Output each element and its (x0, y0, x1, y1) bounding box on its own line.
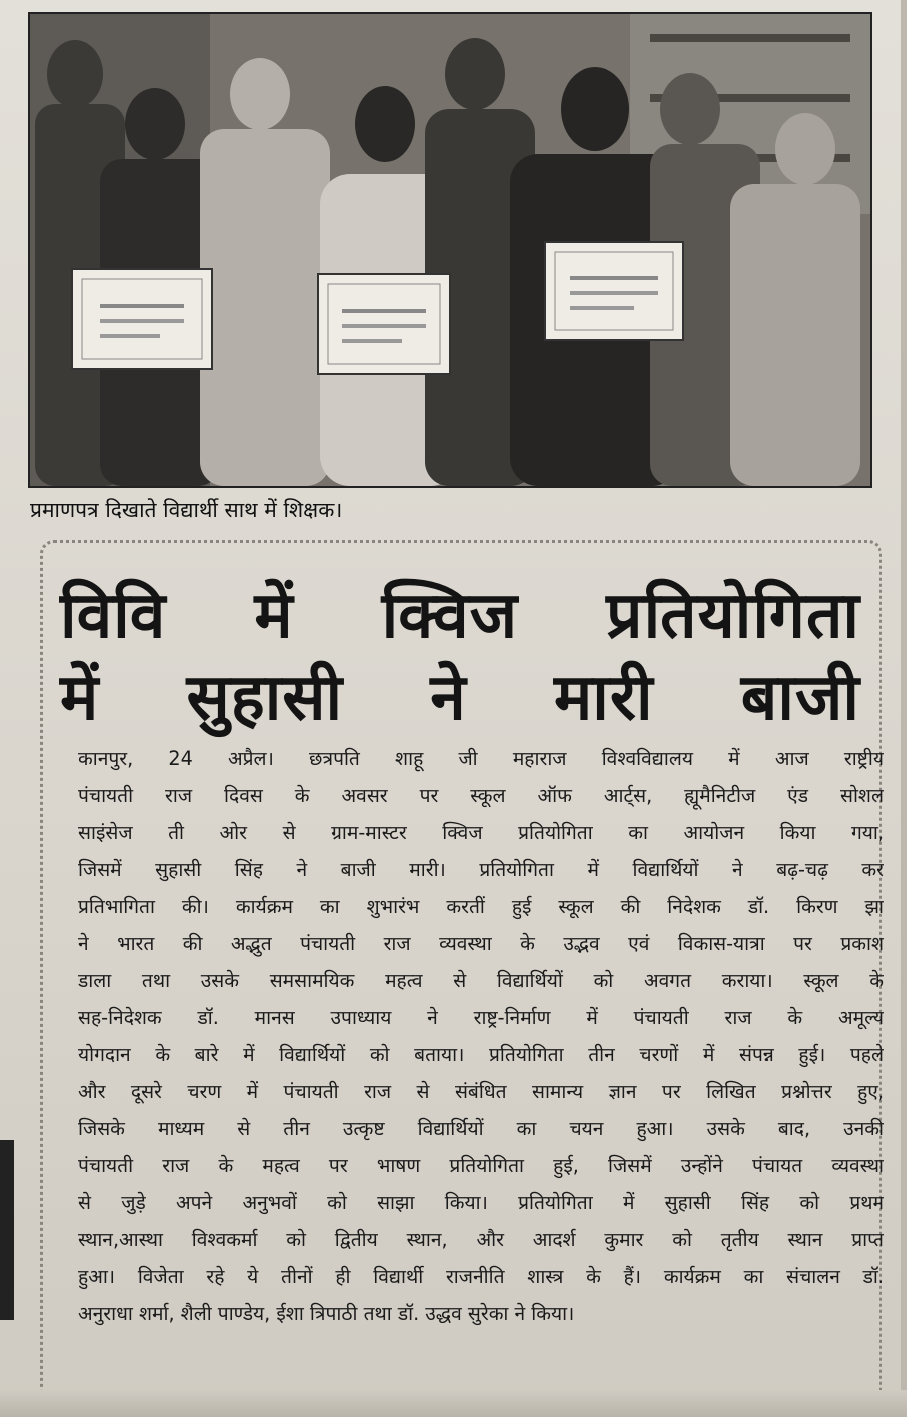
body-line: स्थान,आस्था विश्वकर्मा को द्वितीय स्थान, और आदर्श कुमार को तृतीय स्थान प्राप्त (78, 1228, 884, 1251)
body-line: अनुराधा शर्मा, शैली पाण्डेय, ईशा त्रिपाठी तथा डॉ. उद्धव सुरेका ने किया। (78, 1302, 575, 1325)
body-line: कानपुर, 24 अप्रैल। छत्रपति शाहू जी महाराज विश्वविद्यालय में आज राष्ट्रीय (78, 747, 884, 770)
certificate-icon (72, 269, 212, 369)
news-photo (28, 12, 872, 488)
body-line: सह-निदेशक डॉ. मानस उपाध्याय ने राष्ट्र-निर्माण में पंचायती राज के अमूल्य (78, 1006, 884, 1029)
article-body (78, 740, 884, 1332)
group-photo-icon (30, 14, 870, 486)
body-line: से जुड़े अपने अनुभवों को साझा किया। प्रतियोगिता में सुहासी सिंह को प्रथम (78, 1191, 884, 1214)
adjacent-column-edge (0, 1140, 14, 1320)
body-line: योगदान के बारे में विद्यार्थियों को बताया। प्रतियोगिता तीन चरणों में संपन्न हुई। पहले (78, 1043, 884, 1066)
body-line: पंचायती राज दिवस के अवसर पर स्कूल ऑफ आर्ट्स, ह्यूमैनिटीज एंड सोशल (78, 784, 884, 807)
page-fold-edge (901, 0, 907, 1417)
photo-caption: प्रमाणपत्र दिखाते विद्यार्थी साथ में शिक्षक। (30, 498, 343, 522)
headline-line-2: में सुहासी ने मारी बाजी (60, 661, 860, 735)
headline-line-1: विवि में क्विज प्रतियोगिता (60, 579, 860, 653)
body-line: हुआ। विजेता रहे ये तीनों ही विद्यार्थी राजनीति शास्त्र के हैं। कार्यक्रम का संचालन डॉ. (78, 1265, 884, 1288)
body-line: और दूसरे चरण में पंचायती राज से संबंधित सामान्य ज्ञान पर लिखित प्रश्नोत्तर हुए, (78, 1080, 884, 1103)
body-line: साइंसेज ती ओर से ग्राम-मास्टर क्विज प्रतियोगिता का आयोजन किया गया, (78, 821, 884, 844)
body-line: डाला तथा उसके समसामयिक महत्व से विद्यार्थियों को अवगत कराया। स्कूल के (78, 969, 884, 992)
body-line: प्रतिभागिता की। कार्यक्रम का शुभारंभ करतीं हुई स्कूल की निदेशक डॉ. किरण झा (78, 895, 884, 918)
body-line: जिसमें सुहासी सिंह ने बाजी मारी। प्रतियोगिता में विद्यार्थियों ने बढ़-चढ़ कर (78, 858, 884, 881)
page-bottom-strip (0, 1390, 907, 1417)
body-line: पंचायती राज के महत्व पर भाषण प्रतियोगिता हुई, जिसमें उन्होंने पंचायत व्यवस्था (78, 1154, 884, 1177)
body-line: जिसके माध्यम से तीन उत्कृष्ट विद्यार्थियों का चयन हुआ। उसके बाद, उनकी (78, 1117, 884, 1140)
body-line: ने भारत की अद्भुत पंचायती राज व्यवस्था के उद्भव एवं विकास-यात्रा पर प्रकाश (78, 932, 884, 955)
